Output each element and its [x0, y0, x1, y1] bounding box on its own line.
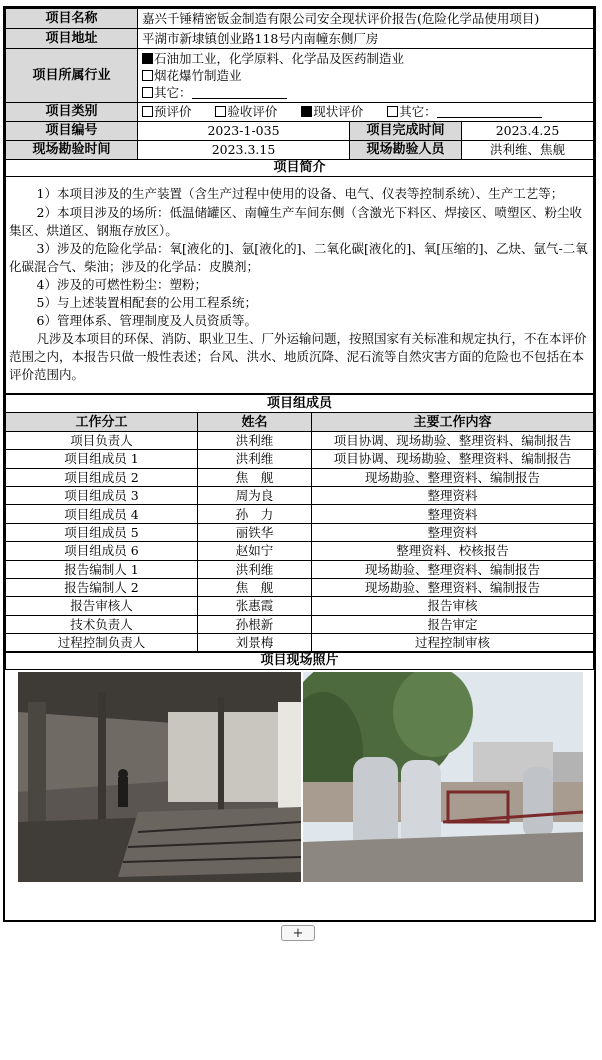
table-row	[6, 431, 594, 449]
member-role: 项目组成员 6	[6, 542, 198, 560]
members-title: 项目组成员	[6, 395, 594, 413]
category-label: 项目类别	[6, 103, 138, 122]
member-name: 孙 力	[198, 505, 312, 523]
member-work: 现场勘验、整理资料、编制报告	[312, 560, 594, 578]
category-option-3: 现状评价	[301, 104, 363, 119]
project-name-label: 项目名称	[6, 9, 138, 29]
member-role: 项目组成员 2	[6, 468, 198, 486]
photos-title: 项目现场照片	[6, 653, 594, 670]
workshop-photo	[18, 672, 301, 882]
member-work: 整理资料、校核报告	[312, 542, 594, 560]
intro-paragraph: 5）与上述装置相配套的公用工程系统；	[36, 295, 257, 311]
category-options	[138, 103, 594, 122]
members-header-work: 主要工作内容	[312, 413, 594, 431]
member-role: 项目组成员 3	[6, 486, 198, 504]
project-address: 平湖市新埭镇创业路118号内南幢东侧厂房	[138, 29, 594, 49]
table-row	[6, 486, 594, 504]
members-table	[5, 394, 594, 652]
industry-option-2: 烟花爆竹制造业	[142, 67, 589, 84]
table-row	[6, 505, 594, 523]
survey-staff: 洪利维、焦舰	[462, 141, 594, 160]
member-role: 技术负责人	[6, 615, 198, 633]
industry-option-1: 石油加工业，化学原料、化学品及医药制造业	[142, 50, 589, 67]
complete-time: 2023.4.25	[462, 122, 594, 141]
table-row	[6, 578, 594, 596]
member-work: 整理资料	[312, 523, 594, 541]
member-role: 报告编制人 1	[6, 560, 198, 578]
member-name: 洪利维	[198, 450, 312, 468]
member-name: 赵如宁	[198, 542, 312, 560]
project-info-table	[5, 8, 594, 394]
industry-options	[138, 49, 594, 103]
number-label: 项目编号	[6, 122, 138, 141]
survey-time-label: 现场勘验时间	[6, 141, 138, 160]
members-header-role: 工作分工	[6, 413, 198, 431]
member-work: 报告审核	[312, 597, 594, 615]
photos-table	[5, 652, 594, 898]
report-document	[3, 6, 596, 922]
industry-label: 项目所属行业	[6, 49, 138, 103]
project-number: 2023-1-035	[138, 122, 350, 141]
member-work: 现场勘验、整理资料、编制报告	[312, 468, 594, 486]
checkbox-checked-icon	[142, 53, 153, 64]
table-row	[6, 615, 594, 633]
intro-paragraph: 6）管理体系、管理制度及人员资质等。	[36, 313, 257, 329]
table-row	[6, 523, 594, 541]
member-role: 项目组成员 4	[6, 505, 198, 523]
intro-paragraph: 1）本项目涉及的生产装置（含生产过程中使用的设备、电气、仪表等控制系统）、生产工艺等；	[36, 186, 564, 202]
intro-paragraph: 3）涉及的危险化学品：氧[液化的]、氩[液化的]、二氧化碳[液化的]、氧[压缩的]、乙炔、氩气-二氧化碳混合气、柴油；涉及的化学品：皮膜剂；	[9, 240, 588, 274]
checkbox-empty-icon	[142, 87, 153, 98]
survey-time: 2023.3.15	[138, 141, 350, 160]
member-work: 整理资料	[312, 505, 594, 523]
table-row	[6, 468, 594, 486]
intro-title: 项目简介	[6, 160, 594, 177]
member-role: 项目组成员 5	[6, 523, 198, 541]
member-role: 报告编制人 2	[6, 578, 198, 596]
intro-paragraph: 2）本项目涉及的场所：低温储罐区、南幢生产车间东侧（含激光下料区、焊接区、喷塑区、粉尘收集区、烘道区、钢瓶存放区）。	[9, 204, 582, 238]
member-role: 过程控制负责人	[6, 634, 198, 652]
category-option-4: 其它：	[387, 104, 542, 119]
member-name: 焦 舰	[198, 468, 312, 486]
checkbox-empty-icon	[387, 106, 398, 117]
member-work: 项目协调、现场勘验、整理资料、编制报告	[312, 450, 594, 468]
member-name: 张惠霞	[198, 597, 312, 615]
checkbox-empty-icon	[142, 106, 153, 117]
table-row	[6, 560, 594, 578]
table-row	[6, 597, 594, 615]
table-row	[6, 542, 594, 560]
intro-paragraph: 凡涉及本项目的环保、消防、职业卫生、厂外运输问题，按照国家有关标准和规定执行，不在本评价范围之内，本报告只做一般性表述；台风、洪水、地质沉降、泥石流等自然灾害方面的危险也不包括在本评价范围内。	[9, 331, 587, 383]
member-work: 报告审定	[312, 615, 594, 633]
complete-time-label: 项目完成时间	[350, 122, 462, 141]
member-name: 刘景梅	[198, 634, 312, 652]
member-name: 周为良	[198, 486, 312, 504]
member-name: 洪利维	[198, 560, 312, 578]
members-header-name: 姓名	[198, 413, 312, 431]
intro-paragraph: 4）涉及的可燃性粉尘：塑粉；	[36, 276, 207, 292]
project-name: 嘉兴千锤精密钣金制造有限公司安全现状评价报告(危险化学品使用项目)	[138, 9, 594, 29]
expand-button[interactable]: +	[281, 925, 315, 941]
checkbox-empty-icon	[215, 106, 226, 117]
member-name: 孙根新	[198, 615, 312, 633]
category-option-1: 预评价	[142, 104, 192, 119]
member-name: 丽铁华	[198, 523, 312, 541]
table-row	[6, 634, 594, 652]
category-option-2: 验收评价	[215, 104, 277, 119]
industry-option-3: 其它：	[142, 84, 589, 101]
member-role: 项目负责人	[6, 431, 198, 449]
photos-area	[6, 670, 594, 898]
member-role: 报告审核人	[6, 597, 198, 615]
address-label: 项目地址	[6, 29, 138, 49]
table-row	[6, 450, 594, 468]
checkbox-checked-icon	[301, 106, 312, 117]
storage-tank-photo	[303, 672, 583, 882]
member-work: 项目协调、现场勘验、整理资料、编制报告	[312, 431, 594, 449]
checkbox-empty-icon	[142, 70, 153, 81]
intro-body	[6, 177, 594, 394]
member-work: 现场勘验、整理资料、编制报告	[312, 578, 594, 596]
member-work: 整理资料	[312, 486, 594, 504]
member-name: 焦 舰	[198, 578, 312, 596]
member-role: 项目组成员 1	[6, 450, 198, 468]
survey-staff-label: 现场勘验人员	[350, 141, 462, 160]
member-name: 洪利维	[198, 431, 312, 449]
member-work: 过程控制审核	[312, 634, 594, 652]
